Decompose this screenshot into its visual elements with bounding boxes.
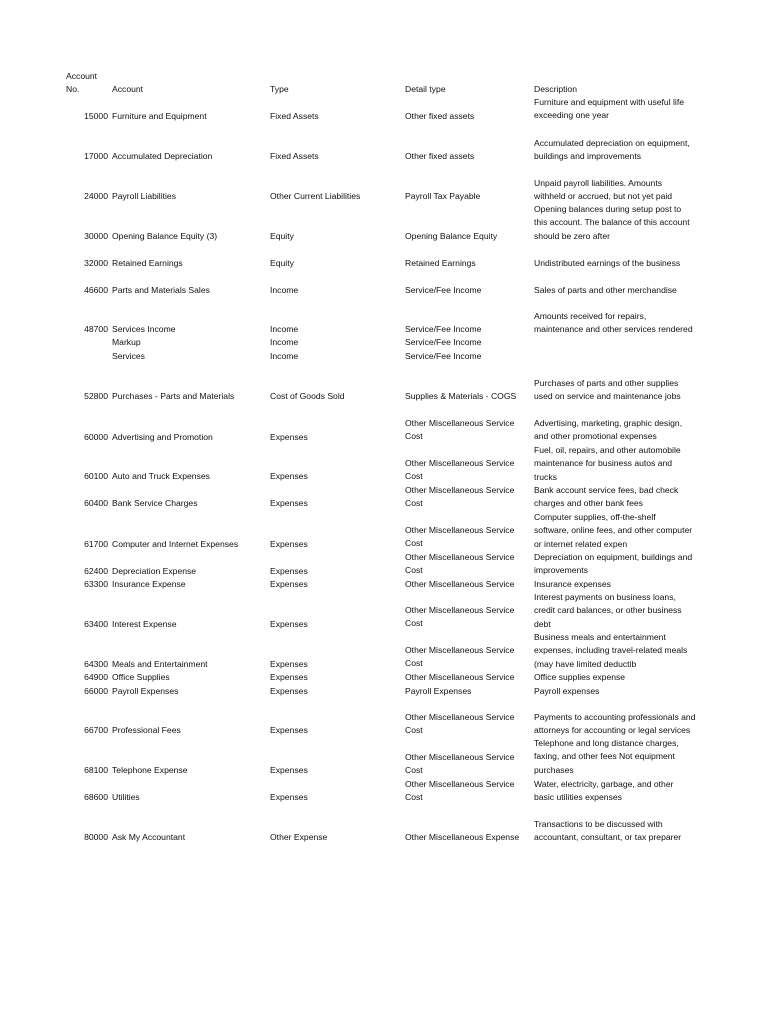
account-name: Depreciation Expense <box>112 566 197 576</box>
account-detail-type: Payroll Expenses <box>405 686 472 696</box>
account-name: Professional Fees <box>112 725 181 735</box>
account-detail-type: Other Miscellaneous Service Cost <box>405 418 515 442</box>
header-account-no: Account No. <box>66 71 98 95</box>
account-detail-type: Other Miscellaneous Service Cost <box>405 485 515 509</box>
account-detail-type: Other fixed assets <box>405 111 475 121</box>
header-description: Description <box>534 84 577 94</box>
account-description: Insurance expenses <box>534 579 611 589</box>
account-description: Interest payments on business loans, credit card balances, or other business debt <box>534 592 682 629</box>
account-type: Income <box>270 285 299 295</box>
account-number: 63300 <box>84 579 108 589</box>
account-number: 60100 <box>84 471 108 481</box>
account-detail-type: Other Miscellaneous Service Cost <box>405 752 515 776</box>
account-detail-type: Other Miscellaneous Expense <box>405 832 520 842</box>
account-description: Unpaid payroll liabilities. Amounts withheld or accrued, but not yet paid <box>534 178 673 202</box>
account-number: 80000 <box>84 832 108 842</box>
account-name: Telephone Expense <box>112 765 188 775</box>
account-detail-type: Other Miscellaneous Service Cost <box>405 458 515 482</box>
account-name: Bank Service Charges <box>112 498 198 508</box>
account-description: Payments to accounting professionals and attorneys for accounting or legal services <box>534 712 696 736</box>
account-number: 68600 <box>84 792 108 802</box>
account-name: Advertising and Promotion <box>112 432 213 442</box>
account-number: 64300 <box>84 659 108 669</box>
account-detail-type: Supplies & Materials - COGS <box>405 391 517 401</box>
account-name: Parts and Materials Sales <box>112 285 210 295</box>
account-name: Auto and Truck Expenses <box>112 471 210 481</box>
account-description: Business meals and entertainment expenses, including travel-related meals (may have limited deductib <box>534 632 688 669</box>
account-type: Expenses <box>270 672 308 682</box>
account-name: Insurance Expense <box>112 579 186 589</box>
account-number: 48700 <box>84 324 108 334</box>
account-number: 60000 <box>84 432 108 442</box>
account-number: 46600 <box>84 285 108 295</box>
account-number: 60400 <box>84 498 108 508</box>
header-type: Type <box>270 84 289 94</box>
account-name: Furniture and Equipment <box>112 111 207 121</box>
account-detail-type: Other Miscellaneous Service Cost <box>405 605 515 629</box>
account-description: Depreciation on equipment, buildings and improvements <box>534 552 693 576</box>
account-name: Purchases - Parts and Materials <box>112 391 235 401</box>
account-description: Bank account service fees, bad check charges and other bank fees <box>534 485 679 509</box>
account-description: Payroll expenses <box>534 686 600 696</box>
account-type: Expenses <box>270 792 308 802</box>
account-detail-type: Payroll Tax Payable <box>405 191 481 201</box>
account-name: Ask My Accountant <box>112 832 186 842</box>
account-number: 32000 <box>84 258 108 268</box>
account-name: Opening Balance Equity (3) <box>112 231 218 241</box>
account-type: Income Income Income <box>270 324 299 361</box>
account-type: Expenses <box>270 765 308 775</box>
account-name: Meals and Entertainment <box>112 659 208 669</box>
account-description: Amounts received for repairs, maintenance and other services rendered <box>534 311 693 335</box>
account-type: Expenses <box>270 619 308 629</box>
account-detail-type: Service/Fee Income <box>405 285 482 295</box>
account-number: 52800 <box>84 391 108 401</box>
account-type: Expenses <box>270 686 308 696</box>
account-description: Opening balances during setup post to this account. The balance of this account should be zero after <box>534 204 690 241</box>
header-account: Account <box>112 84 144 94</box>
account-number: 68100 <box>84 765 108 775</box>
account-name: Services Income Markup Services <box>112 324 176 361</box>
account-description: Water, electricity, garbage, and other basic utilities expenses <box>534 779 674 803</box>
account-description: Sales of parts and other merchandise <box>534 285 677 295</box>
account-type: Expenses <box>270 725 308 735</box>
account-description: Office supplies expense <box>534 672 626 682</box>
account-description: Undistributed earnings of the business <box>534 258 681 268</box>
account-description: Transactions to be discussed with accountant, consultant, or tax preparer <box>534 819 682 843</box>
account-number: 61700 <box>84 539 108 549</box>
account-type: Other Expense <box>270 832 328 842</box>
account-type: Expenses <box>270 432 308 442</box>
account-type: Expenses <box>270 498 308 508</box>
account-type: Expenses <box>270 566 308 576</box>
account-type: Cost of Goods Sold <box>270 391 345 401</box>
account-number: 66000 <box>84 686 108 696</box>
account-detail-type: Other Miscellaneous Service Cost <box>405 525 515 549</box>
account-number: 66700 <box>84 725 108 735</box>
account-type: Fixed Assets <box>270 151 319 161</box>
account-number: 63400 <box>84 619 108 629</box>
account-detail-type: Other Miscellaneous Service Cost <box>405 779 515 803</box>
account-name: Utilities <box>112 792 140 802</box>
account-detail-type: Other Miscellaneous Service Cost <box>405 645 515 669</box>
account-type: Expenses <box>270 659 308 669</box>
account-detail-type: Other fixed assets <box>405 151 475 161</box>
account-type: Equity <box>270 258 294 268</box>
account-description: Accumulated depreciation on equipment, buildings and improvements <box>534 138 690 162</box>
account-description: Computer supplies, off-the-shelf software, online fees, and other computer or internet related expen <box>534 512 693 549</box>
account-type: Expenses <box>270 539 308 549</box>
account-name: Accumulated Depreciation <box>112 151 213 161</box>
account-detail-type: Service/Fee Income Service/Fee Income Service/Fee Income <box>405 324 482 361</box>
account-detail-type: Other Miscellaneous Service <box>405 579 515 589</box>
account-description: Purchases of parts and other supplies used on service and maintenance jobs <box>534 378 681 402</box>
account-name: Interest Expense <box>112 619 177 629</box>
account-detail-type: Other Miscellaneous Service <box>405 672 515 682</box>
account-number: 30000 <box>84 231 108 241</box>
account-description: Telephone and long distance charges, faxing, and other fees Not equipment purchases <box>534 738 679 775</box>
account-description: Furniture and equipment with useful life exceeding one year <box>534 97 684 121</box>
account-number: 62400 <box>84 566 108 576</box>
header-detail-type: Detail type <box>405 84 446 94</box>
account-name: Payroll Expenses <box>112 686 179 696</box>
account-number: 15000 <box>84 111 108 121</box>
account-type: Other Current Liabilities <box>270 191 361 201</box>
account-name: Retained Earnings <box>112 258 183 268</box>
account-name: Office Supplies <box>112 672 170 682</box>
account-description: Advertising, marketing, graphic design, and other promotional expenses <box>534 418 683 442</box>
account-number: 17000 <box>84 151 108 161</box>
account-type: Expenses <box>270 471 308 481</box>
account-detail-type: Retained Earnings <box>405 258 476 268</box>
account-detail-type: Other Miscellaneous Service Cost <box>405 552 515 576</box>
account-type: Expenses <box>270 579 308 589</box>
account-type: Fixed Assets <box>270 111 319 121</box>
account-type: Equity <box>270 231 294 241</box>
account-name: Computer and Internet Expenses <box>112 539 239 549</box>
account-number: 64900 <box>84 672 108 682</box>
account-detail-type: Opening Balance Equity <box>405 231 498 241</box>
account-detail-type: Other Miscellaneous Service Cost <box>405 712 515 736</box>
account-description: Fuel, oil, repairs, and other automobile maintenance for business autos and trucks <box>534 445 681 482</box>
account-number: 24000 <box>84 191 108 201</box>
account-name: Payroll Liabilities <box>112 191 177 201</box>
